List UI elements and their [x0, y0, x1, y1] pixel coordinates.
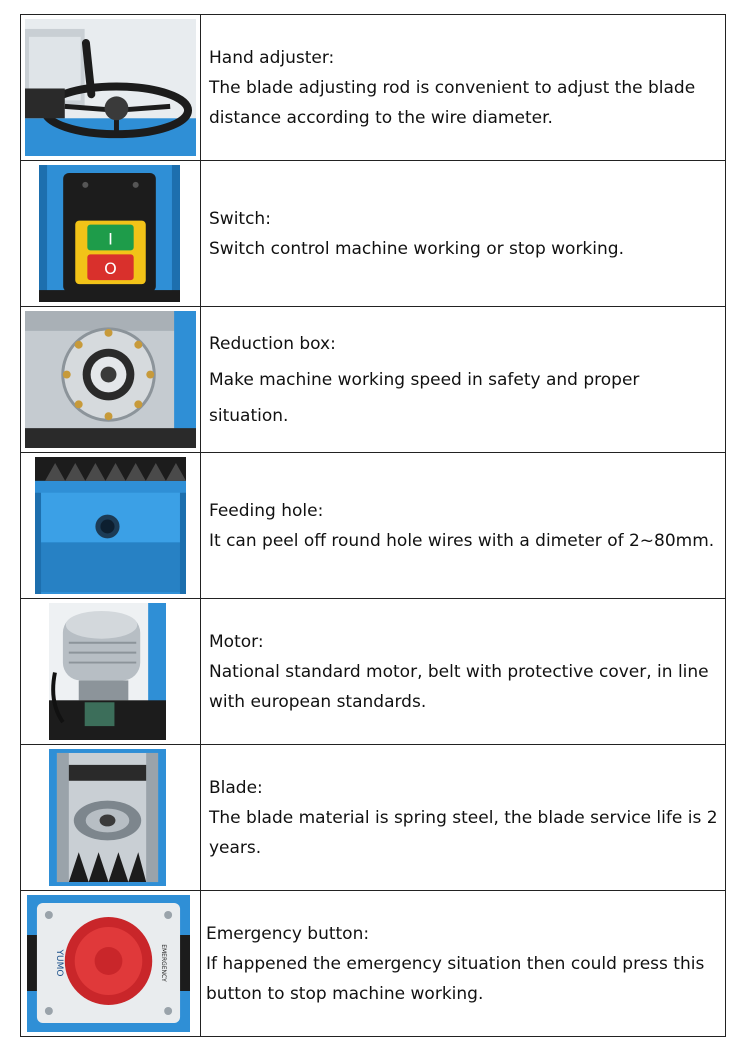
hand-wheel-icon	[25, 19, 196, 156]
spec-table	[20, 14, 726, 1037]
brand-label: YUMO	[53, 949, 64, 977]
image-cell	[21, 161, 201, 306]
row-title: Motor:	[209, 631, 264, 652]
row-description: If happened the emergency situation then could press this button to stop machine working.	[206, 953, 705, 1004]
image-cell	[21, 745, 201, 890]
text-cell	[201, 891, 725, 1036]
emergency-label: EMERGENCY	[160, 944, 168, 982]
row-title: Emergency button:	[206, 923, 370, 944]
feeding-hole-icon	[35, 457, 186, 594]
table-row	[21, 745, 725, 891]
row-title: Hand adjuster:	[209, 47, 335, 68]
motor-icon	[49, 603, 166, 740]
image-cell	[21, 891, 201, 1036]
switch-off-label: O	[104, 259, 117, 279]
power-switch-icon	[39, 165, 180, 302]
image-cell	[21, 599, 201, 744]
text-cell	[201, 599, 725, 744]
row-description: It can peel off round hole wires with a dimeter of 2~80mm.	[209, 530, 715, 551]
text-cell	[201, 15, 725, 160]
table-row	[21, 15, 725, 161]
gearbox-icon	[25, 311, 196, 448]
row-description: The blade material is spring steel, the blade service life is 2 years.	[209, 807, 718, 858]
text-cell	[201, 161, 725, 306]
image-cell	[21, 307, 201, 452]
blade-icon	[49, 749, 166, 886]
row-title: Reduction box:	[209, 333, 336, 354]
table-row	[21, 161, 725, 307]
text-cell	[201, 453, 725, 598]
table-row	[21, 307, 725, 453]
row-title: Feeding hole:	[209, 500, 324, 521]
emergency-button-icon	[27, 895, 190, 1032]
text-cell	[201, 745, 725, 890]
table-row	[21, 453, 725, 599]
image-cell	[21, 453, 201, 598]
row-description: National standard motor, belt with protective cover, in line with european standards.	[209, 661, 709, 712]
row-description: Switch control machine working or stop working.	[209, 238, 624, 259]
row-description: Make machine working speed in safety and proper situation.	[209, 369, 640, 426]
row-title: Switch:	[209, 208, 271, 229]
row-title: Blade:	[209, 777, 263, 798]
text-cell	[201, 307, 725, 452]
image-cell	[21, 15, 201, 160]
table-row	[21, 599, 725, 745]
table-row	[21, 891, 725, 1036]
row-description: The blade adjusting rod is convenient to adjust the blade distance according to the wire diameter.	[209, 77, 696, 128]
switch-on-label: I	[108, 229, 113, 249]
